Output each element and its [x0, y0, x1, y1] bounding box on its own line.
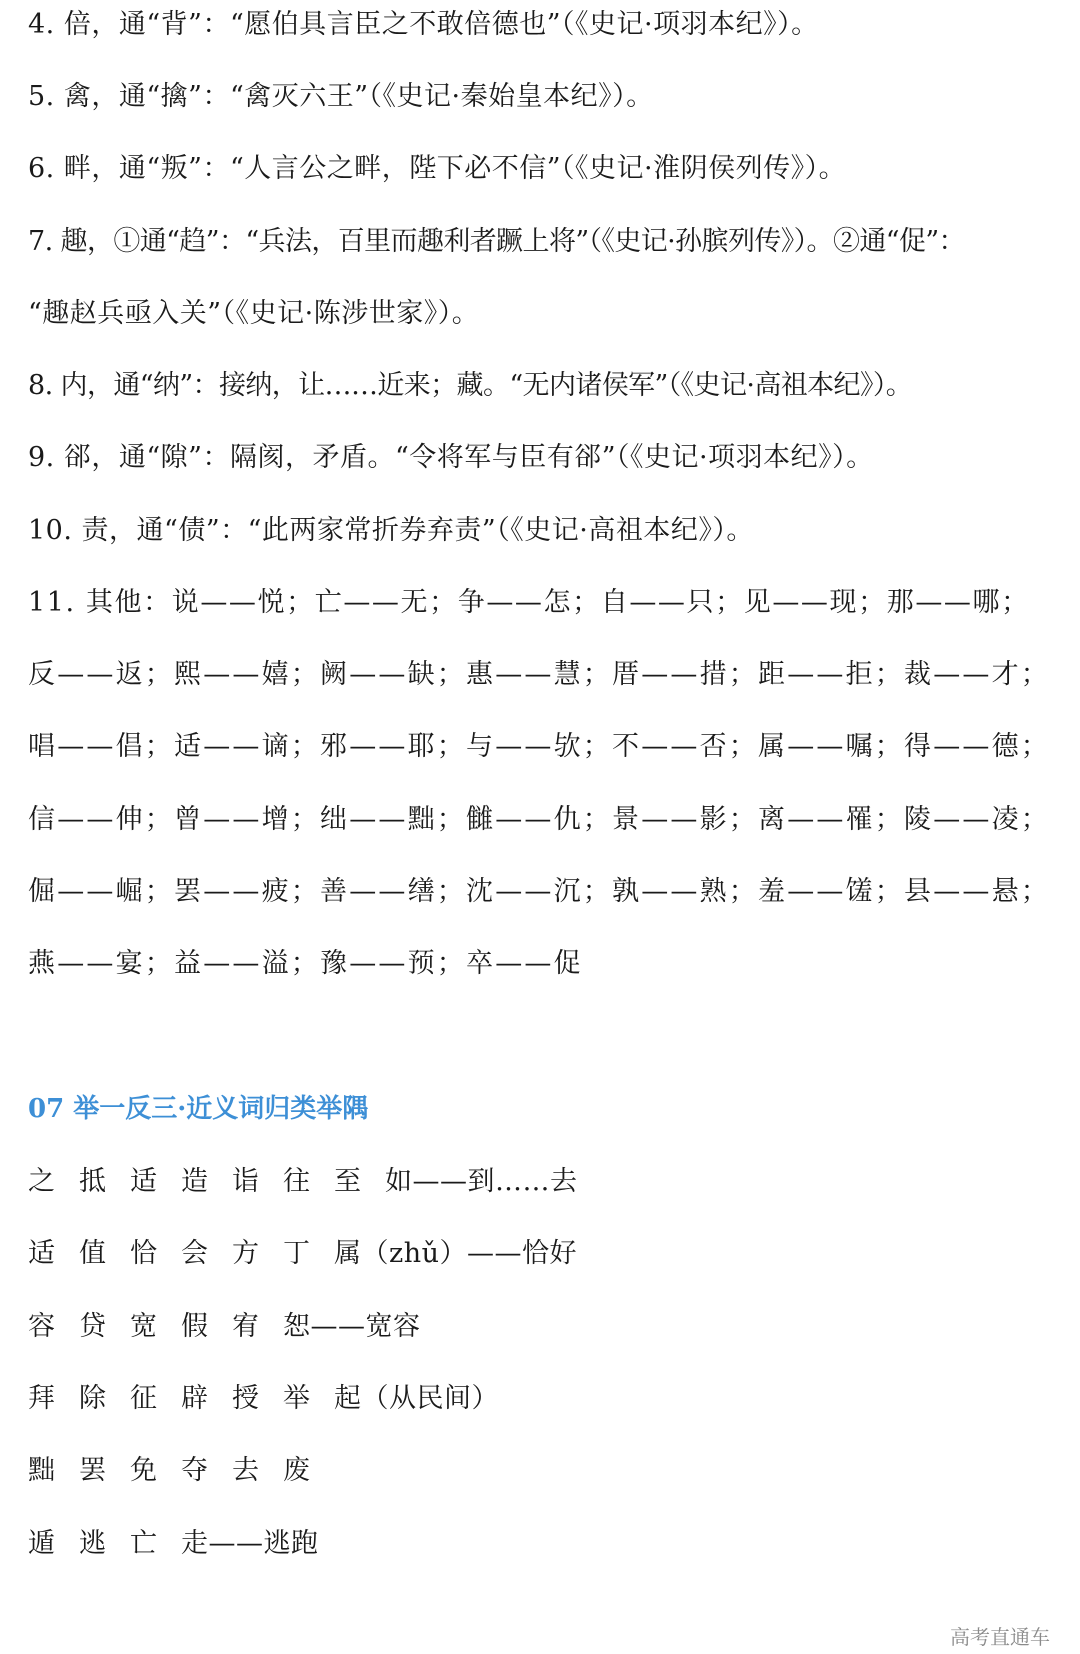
watermark: 高考直通车: [950, 1625, 1050, 1649]
synonym-meaning: 属（zhǔ）——恰好: [334, 1238, 578, 1269]
synonym-group-to-go: [28, 1165, 578, 1199]
synonym-meaning: 恕——宽容: [283, 1311, 421, 1342]
synonym-group-appoint: [28, 1382, 499, 1416]
synonym-chars: 拜除征辟授举: [28, 1383, 334, 1414]
tongjia-other-row-4: 信——伸；曾——增；绌——黜；雠——仇；景——影；离——罹；陵——凌；: [28, 804, 1050, 835]
tongjia-item-4: 4. 倍，通“背”：“愿伯具言臣之不敢倍德也”（《史记·项羽本纪》）。: [28, 9, 819, 40]
tongjia-other-row-2: 反——返；熙——嬉；阙——缺；惠——慧；厝——措；距——拒；裁——才；: [28, 659, 1050, 690]
synonym-meaning: 废: [283, 1455, 311, 1486]
synonym-chars: 黜罢免夺去: [28, 1455, 283, 1486]
synonym-meaning: 起（从民间）: [334, 1383, 499, 1414]
tongjia-item-11: 11. 其他：说——悦；亡——无；争——怎；自——只；见——现；那——哪；: [28, 587, 1030, 618]
tongjia-item-7: 7. 趣，①通“趋”：“兵法，百里而趣利者蹶上将”（《史记·孙膑列传》）。②通“促”：: [28, 226, 965, 257]
tongjia-other-row-6: 燕——宴；益——溢；豫——预；卒——促: [28, 948, 583, 979]
synonym-group-flee: [28, 1527, 319, 1561]
synonym-group-dismiss: [28, 1454, 311, 1488]
tongjia-item-9: 9. 郤，通“隙”：隔阂，矛盾。“令将军与臣有郤”（《史记·项羽本纪》）。: [28, 442, 874, 473]
synonym-group-tolerant: [28, 1310, 421, 1344]
synonym-chars: 遁逃亡: [28, 1528, 181, 1559]
tongjia-item-7-continued: “趣赵兵亟入关”（《史记·陈涉世家》）。: [28, 298, 480, 329]
synonym-meaning: 走——逃跑: [181, 1528, 319, 1559]
synonym-chars: 适值恰会方丁: [28, 1238, 334, 1269]
tongjia-other-row-5: 倔——崛；罢——疲；善——缮；沈——沉；孰——熟；羞——馐；县——悬；: [28, 876, 1050, 907]
synonym-chars: 容贷宽假宥: [28, 1311, 283, 1342]
tongjia-item-5: 5. 禽，通“擒”：“禽灭六王”（《史记·秦始皇本纪》）。: [28, 81, 654, 112]
tongjia-item-6: 6. 畔，通“叛”：“人言公之畔，陛下必不信”（《史记·淮阴侯列传》）。: [28, 153, 847, 184]
tongjia-item-10: 10. 责，通“债”：“此两家常折券弃责”（《史记·高祖本纪》）。: [28, 515, 754, 546]
section-title: 07 举一反三·近义词归类举隅: [28, 1094, 369, 1124]
tongjia-item-8: 8. 内，通“纳”：接纳，让……近来；藏。“无内诸侯军”（《史记·高祖本纪》）。: [28, 370, 913, 401]
synonym-group-just-right: [28, 1237, 577, 1271]
synonym-meaning: 如——到……去: [385, 1166, 578, 1197]
synonym-chars: 之抵适造诣往至: [28, 1166, 385, 1197]
tongjia-other-row-3: 唱——倡；适——谪；邪——耶；与——欤；不——否；属——嘱；得——德；: [28, 731, 1050, 762]
